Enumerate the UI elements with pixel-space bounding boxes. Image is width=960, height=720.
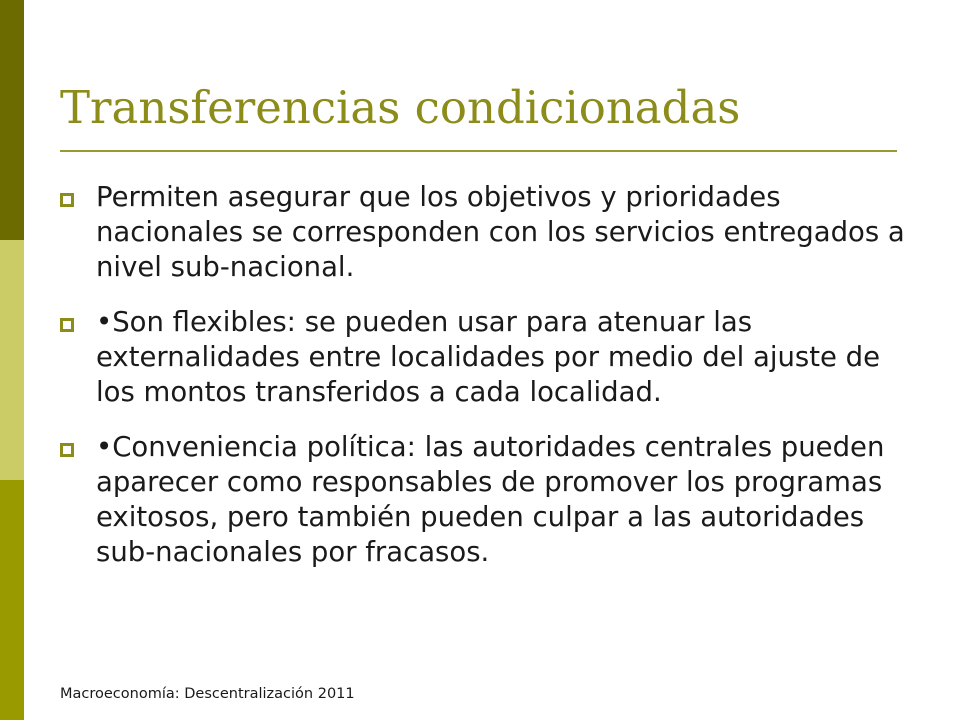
left-band-top — [0, 0, 24, 240]
bullet-item — [60, 180, 910, 285]
bullet-list — [60, 180, 910, 590]
title-divider — [60, 150, 897, 152]
bullet-item — [60, 305, 910, 410]
slide-title: Transferencias condicionadas — [60, 81, 741, 134]
left-band-middle — [0, 240, 24, 480]
left-band-bottom — [0, 480, 24, 720]
bullet-text: •Son flexibles: se pueden usar para atenuar las externalidades entre localidades por medio del ajuste de los montos transferidos a cada localidad. — [96, 306, 881, 408]
hollow-square-bullet-icon — [60, 193, 74, 207]
footer-text: Macroeconomía: Descentralización 2011 — [60, 686, 355, 702]
hollow-square-bullet-icon — [60, 443, 74, 457]
bullet-text: •Conveniencia política: las autoridades centrales pueden aparecer como responsables de promover los programas exitosos, pero también pueden culpar a las autoridades sub-nacionales por fracasos. — [96, 431, 885, 568]
bullet-text: Permiten asegurar que los objetivos y prioridades nacionales se corresponden con los servicios entregados a nivel sub-nacional. — [96, 181, 905, 283]
bullet-item — [60, 430, 910, 570]
hollow-square-bullet-icon — [60, 318, 74, 332]
